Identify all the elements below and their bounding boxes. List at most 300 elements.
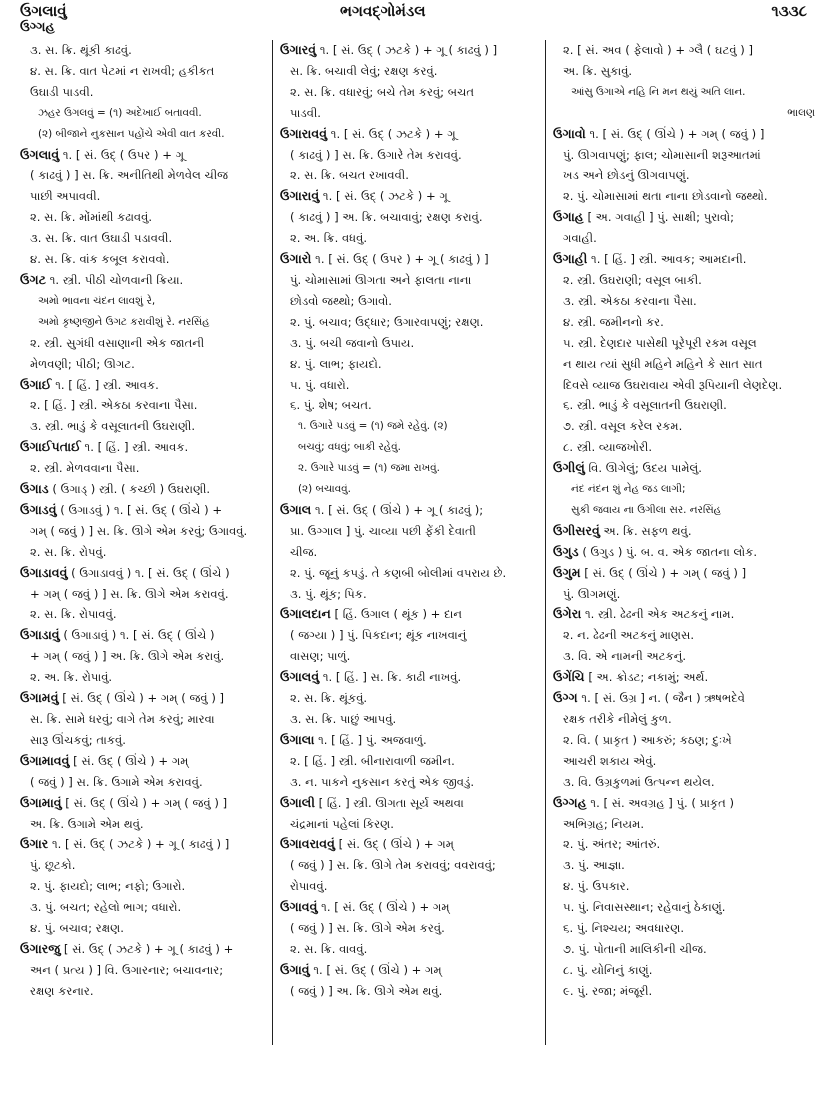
entry-text: ૨. સ. ક્રિ. વધારવું; બચે તેમ કરવું; બચત <box>290 84 475 99</box>
headword: ઉગાઈપતાઈ <box>20 439 81 455</box>
column-divider <box>545 40 546 1045</box>
entry-text: ૧. [ સં. ઉદ્ ( ઊંચે ) + ગમ્ ( જવું ) ] <box>585 126 765 141</box>
book-title: ભગવદ્ગોમંડલ <box>340 2 426 20</box>
definition-line <box>280 354 540 375</box>
definition-line <box>280 145 540 166</box>
entry-text: ૩. પું. બચી જવાનો ઉપાય. <box>290 335 415 350</box>
entry-text: ૯. પું. રજા; મંજૂરી. <box>563 983 653 998</box>
entry-text: ૨. ઉગારે પાડવું = (૧) જમા રાખવું. <box>298 462 440 475</box>
definition-line <box>280 312 540 333</box>
definition-line <box>553 584 815 605</box>
definition-line <box>553 186 815 207</box>
entry-text: ૧. [ હિં. ] સ્ત્રી. આવક. <box>80 440 189 455</box>
entry-text: ૩. ન. પાકને નુકસાન કરતું એક જીવડું. <box>290 774 475 789</box>
entry-text: સારૂ ઊંચકવું; તાકવું. <box>30 732 126 747</box>
entry-text: ( કાઢવું ) ] અ. ક્રિ. બચાવાવું; રક્ષણ કરાવું. <box>290 210 483 225</box>
definition-line <box>553 834 815 855</box>
entry-text: સુકી જવાય ના ઉગીલા સર. નરસિંહ <box>571 503 722 516</box>
entry-text: ૨. અ. ક્રિ. રોપાવું. <box>30 670 113 685</box>
entry-text: ૨. સ્ત્રી. મેળવવાના પૈસા. <box>30 461 140 476</box>
entry-text: નંદ નંદન શું નેહ જડ લાગી; <box>571 483 686 496</box>
definition-line <box>280 981 540 1002</box>
definition-line <box>20 228 280 249</box>
entry-text: ૪. પું. બચાવ; રક્ષણ. <box>30 921 124 936</box>
definition-line <box>280 625 540 646</box>
entry-headline <box>553 458 815 479</box>
entry-headline <box>553 542 815 563</box>
definition-line <box>553 876 815 897</box>
headword: ઉગામવું <box>20 690 59 706</box>
entry-text: ૩. સ. ક્રિ. થૂંકી કાઢવું. <box>30 43 132 57</box>
entry-headline <box>20 939 280 960</box>
definition-line <box>280 772 540 793</box>
definition-line <box>20 604 280 625</box>
definition-line <box>20 772 280 793</box>
entry-text: ( ઉગાડાવવું ) ૧. [ સં. ઉદ્ ( ઊંચે ) <box>67 565 230 580</box>
definition-line <box>553 61 815 82</box>
definition-line <box>280 939 540 960</box>
headword: ઉગાવવું <box>280 899 318 915</box>
entry-text: ૩. પું. આજ્ઞા. <box>563 858 625 873</box>
entry-text: સ. ક્રિ. બચાવી લેવું; રક્ષણ કરવું. <box>290 63 438 78</box>
entry-headline <box>280 186 540 207</box>
entry-text: ૧. ઉગારે પડવું = (૧) જમે રહેવું. (૨) <box>298 420 448 433</box>
entry-text: ૨. પું. અંતર; આંતરું. <box>563 837 661 852</box>
definition-line <box>20 709 280 730</box>
entry-text: ૫. સ્ત્રી. દેણદાર પાસેથી પૂરેપૂરી રકમ વસૂલ <box>563 335 757 350</box>
entry-text: + ગમ્ ( જવું ) ] સ. ક્રિ. ઊગે એમ કરાવવું. <box>30 586 229 601</box>
definition-line <box>280 855 540 876</box>
definition-line <box>280 291 540 312</box>
entry-text: આંસુ ઉગાએ નહિ નિ મન થયું અતિ લાન. <box>571 85 746 98</box>
entry-headline <box>280 124 540 145</box>
definition-line <box>280 270 540 291</box>
entry-headline <box>280 249 540 270</box>
entry-headline <box>280 897 540 918</box>
entry-text: ૧. [ સં. ઉદ્ ( ઊંચે ) + ગૂ ( કાઢવું ); <box>311 502 484 517</box>
entry-text: ૩. વિ. એ નામની અટકનું. <box>563 649 687 664</box>
entry-text: વિ. ઊગેલું; ઉદય પામેલું. <box>584 461 702 476</box>
headword: ઉગાડ <box>20 481 49 497</box>
definition-line <box>553 646 815 667</box>
headword: ઉગારજુ <box>20 940 61 956</box>
headword: ઉગાવું <box>280 961 310 977</box>
entry-text: પું. છૂટકો. <box>30 858 76 873</box>
definition-line <box>280 814 540 835</box>
entry-text: પું. ઊગમણું. <box>563 586 621 601</box>
entry-text: ૧. [ સં. ઉગ્ર ] ન. ( જૈન ) ઋષભદેવે <box>577 691 746 706</box>
headword: ઉગટ <box>20 271 47 287</box>
headword: ઉગાવરાવવું <box>280 836 335 852</box>
entry-text: અમો કૃષ્ણજીને ઉગટ કરાવીશું રે. નરસિંહ <box>38 315 210 328</box>
entry-text: દિવસે વ્યાજ ઉઘરાવાય એવી રૂપિયાની લેણદેણ. <box>563 377 783 392</box>
quotation-line <box>553 479 815 500</box>
definition-line <box>20 207 280 228</box>
entry-text: ૧. સ્ત્રી. પીઠી ચોળવાની ક્રિયા. <box>46 272 184 287</box>
entry-text: ભાલણ <box>787 106 815 119</box>
column-3 <box>553 40 815 1002</box>
entry-text: ૧. [ હિં. ] સ્ત્રી. આવક; આમદાની. <box>587 252 747 267</box>
entry-text: પાછી અપાવવી. <box>30 189 101 204</box>
definition-line <box>553 395 815 416</box>
entry-headline <box>20 625 280 646</box>
definition-line <box>553 437 815 458</box>
quotation-line <box>280 416 540 437</box>
entry-headline <box>553 563 815 584</box>
definition-line <box>20 981 280 1002</box>
entry-text: પું. ચોમાસામાં ઊગતા અને ફાલતા નાના <box>290 272 472 287</box>
headword: ઉગુમ <box>553 564 581 580</box>
definition-line <box>20 395 280 416</box>
entry-text: ૪. પું. લાભ; ફાયદો. <box>290 356 382 371</box>
quotation-line <box>280 458 540 479</box>
headword: ઉગાલ <box>280 501 312 517</box>
entry-text: [ અ. ક્રોડટ; નકામું; અર્થ. <box>584 670 709 685</box>
definition-line <box>20 855 280 876</box>
entry-text: રક્ષણ કરનાર. <box>30 983 94 998</box>
entry-text: રોપાવવું. <box>290 879 328 894</box>
entry-text: ૧. [ સં. ઉદ્ ( ઝટકે ) + ગૂ <box>319 189 448 204</box>
definition-line <box>553 165 815 186</box>
entry-text: ગમ્ ( જવું ) ] સ. ક્રિ. ઊગે એમ કરવું; ઉગાવવું. <box>30 523 248 538</box>
headword: ઉગામાવવું <box>20 752 70 768</box>
entry-text: ( જવું ) ] સ. ક્રિ. ઊગે તેમ કરાવવું; વવરાવવું; <box>290 858 496 873</box>
column-divider <box>272 40 273 1045</box>
entry-headline <box>20 479 280 500</box>
headword: ઉગીલું <box>553 460 585 476</box>
definition-line <box>553 855 815 876</box>
entry-headline <box>20 751 280 772</box>
quotation-line <box>20 291 280 312</box>
entry-text: ૧. [ સં. ઉદ્ ( ઝટકે ) + ગૂ ( કાઢવું ) ] <box>316 43 498 57</box>
definition-line <box>553 625 815 646</box>
entry-text: [ સં. ઉદ્ ( ઊંચે ) + ગમ્ <box>334 837 454 852</box>
headword: ઉગીસરવું <box>553 522 600 538</box>
definition-line <box>20 458 280 479</box>
entry-text: ૨. પું. ફાયદો; લાભ; નફો; ઉગારો. <box>30 879 186 894</box>
entry-text: [ હિં. ] સ્ત્રી. ઊગતા સૂર્ય અથવા <box>314 795 464 810</box>
definition-line <box>20 542 280 563</box>
headword: ઉગારાવવું <box>280 125 328 141</box>
page-header <box>0 2 825 24</box>
headword: ઉગામાવું <box>20 794 62 810</box>
entry-text: (૨) બચાવવું. <box>298 483 351 496</box>
headword: ઉગાલી <box>280 794 315 810</box>
entry-text: વાસણ; પાળું. <box>290 649 351 664</box>
entry-text: ( ઉગાડ્ ) સ્ત્રી. ( કચ્છી ) ઉઘરાણી. <box>48 482 211 497</box>
entry-text: સ. ક્રિ. સામે ધરવું; વાગે તેમ કરવું; મારવા <box>30 712 215 726</box>
entry-text: ગવાહી. <box>563 231 597 246</box>
entry-text: ( કાઢવું ) ] સ. ક્રિ. ઉગારે તેમ કરાવવું. <box>290 147 462 162</box>
quotation-line <box>280 479 540 500</box>
entry-text: [ સં. ઉદ્ ( ઊંચે ) + ગમ્ <box>69 753 189 768</box>
definition-line <box>553 897 815 918</box>
definition-line <box>553 312 815 333</box>
entry-headline <box>20 500 280 521</box>
entry-text: ૨. સ. ક્રિ. મોંમાંથી કઢાવવું. <box>30 210 153 225</box>
headword: ઉગાવો <box>553 125 586 141</box>
entry-text: ખડ અને છોડનું ઊગવાપણું. <box>563 168 690 183</box>
entry-text: આચરી શકાય એવું. <box>563 753 657 768</box>
entry-headline <box>20 793 280 814</box>
entry-text: અભિગ્રહ; નિયમ. <box>563 816 645 831</box>
definition-line <box>20 354 280 375</box>
definition-line <box>20 521 280 542</box>
headword: ઉગલાવું <box>20 146 60 162</box>
entry-headline <box>553 793 815 814</box>
definition-line <box>280 563 540 584</box>
definition-line <box>20 814 280 835</box>
page-number: ૧૩૩૮ <box>771 2 807 20</box>
entry-headline <box>280 667 540 688</box>
definition-line <box>553 772 815 793</box>
entry-text: ( જવું ) ] સ. ક્રિ. ઊગે એમ કરવું. <box>290 921 445 936</box>
column-2 <box>280 40 540 1002</box>
headword: ઉગુડ <box>553 543 579 559</box>
definition-line <box>20 40 280 61</box>
entry-headline <box>20 563 280 584</box>
definition-line <box>553 939 815 960</box>
headword: ઉગારો <box>280 251 312 267</box>
entry-text: + ગમ્ ( જવું ) ] અ. ક્રિ. ઊગે એમ કરાવું. <box>30 649 225 664</box>
entry-text: બચવું; વધવું; બાકી રહેવું. <box>298 441 401 454</box>
definition-line <box>280 82 540 103</box>
definition-line <box>553 751 815 772</box>
entry-text: છોડવો જથ્થો; ઉગાવો. <box>290 293 392 308</box>
headword: ઉગાડાવું <box>20 627 60 643</box>
headword: ઉગાડવું <box>20 501 57 517</box>
entry-text: અ. ક્રિ. સુકાવું. <box>563 63 633 78</box>
headword: ઉગાલદાન <box>280 606 331 622</box>
entry-text: ૨. સ. ક્રિ. રોપવું. <box>30 544 107 559</box>
headword: ઉગારવું <box>280 42 317 57</box>
entry-text: ઝહર ઉગલવું = (૧) અદેખાઈ બતાવવી. <box>38 106 202 119</box>
entry-text: ૩. વિ. ઉગ્રકુળમાં ઉત્પન્ન થયેલ. <box>563 774 715 789</box>
definition-line <box>280 876 540 897</box>
entry-text: ૮. પું. યોનિનું કાણું. <box>563 962 653 977</box>
definition-line <box>280 709 540 730</box>
entry-text: ૪. પું. ઉપકાર. <box>563 879 630 894</box>
headword: ઉગ્ગહ <box>553 794 587 810</box>
entry-text: ૨. સ્ત્રી. ઉઘરાણી; વસૂલ બાકી. <box>563 272 702 287</box>
entry-text: ૪. સ્ત્રી. જમીનનો કર. <box>563 314 664 329</box>
definition-line <box>280 333 540 354</box>
entry-text: ૩. સ્ત્રી. ભાડું કે વસૂલાતની ઉઘરાણી. <box>30 419 196 434</box>
entry-text: ૧. [ સં. ઉદ્ ( ઉપર ) + ગૂ ( કાઢવું ) ] <box>311 252 489 267</box>
definition-line <box>553 333 815 354</box>
headword: ઉગેંચિ <box>553 669 585 685</box>
quotation-line <box>20 312 280 333</box>
definition-line <box>553 918 815 939</box>
entry-text: ( ઉગુડ ) પું. બ. વ. એક જાતના લોક. <box>578 544 758 559</box>
definition-line <box>20 61 280 82</box>
definition-line <box>20 186 280 207</box>
quotation-line <box>280 437 540 458</box>
definition-line <box>280 207 540 228</box>
catchword: ઉગ્ગહ <box>20 20 55 35</box>
entry-headline <box>553 604 815 625</box>
entry-text: ૮. સ્ત્રી. વ્યાજખોરી. <box>563 440 653 455</box>
definition-line <box>280 165 540 186</box>
entry-text: ૨. સ. ક્રિ. રોપાવવું. <box>30 607 117 622</box>
entry-headline <box>553 124 815 145</box>
entry-text: ૨. સ. ક્રિ. વાવવું. <box>290 941 368 956</box>
entry-text: ૪. સ. ક્રિ. વાંક કબૂલ કરાવવો. <box>30 252 170 267</box>
definition-line <box>553 981 815 1002</box>
entry-headline <box>553 249 815 270</box>
definition-line <box>553 228 815 249</box>
entry-text: ( જવું ) ] અ. ક્રિ. ઊગે એમ થવું. <box>290 983 443 998</box>
entry-text: [ સં. ઉદ્ ( ઝટકે ) + ગૂ ( કાઢવું ) + <box>60 941 234 956</box>
entry-headline <box>553 207 815 228</box>
entry-text: ૨. સ. ક્રિ. બચત રખાવવી. <box>290 168 409 183</box>
entry-text: ( જગ્યા ) ] પું. પિકદાન; થૂંક નાખવાનું <box>290 628 467 643</box>
definition-line <box>553 145 815 166</box>
entry-text: ચંદ્રમાનાં પહેલાં કિરણ. <box>290 816 394 831</box>
definition-line <box>20 416 280 437</box>
entry-text: ૨. પું. જૂનું કપડું. તે કણબી બોલીમાં વપરાય છે. <box>290 565 507 580</box>
definition-line <box>20 165 280 186</box>
definition-line <box>280 228 540 249</box>
entry-text: ૬. સ્ત્રી. ભાડું કે વસૂલાતની ઉઘરાણી. <box>563 398 727 413</box>
entry-text: ૭. પું. પોતાની માલિકીની ચીજ. <box>563 941 707 956</box>
entry-text: પું. ઊગવાપણું; ફાલ; ચોમાસાની શરૂઆતમાં <box>563 147 761 162</box>
entry-headline <box>553 688 815 709</box>
entry-text: ૨. સ્ત્રી. સુગંધી વસાણાની એક જાતની <box>30 335 205 350</box>
headword: ઉગાહ <box>553 209 584 225</box>
entry-text: ૧. [ હિં. ] સ્ત્રી. આવક. <box>51 377 159 392</box>
entry-text: (૨) બીજાને નુકસાન પહોંચે એવી વાત કરવી. <box>38 127 225 140</box>
entry-text: ૨. [ હિં. ] સ્ત્રી. એકઠા કરવાના પૈસા. <box>30 398 198 413</box>
entry-text: ૩. પું. થૂંક; પિક. <box>290 586 367 601</box>
definition-line <box>553 416 815 437</box>
entry-text: પ્રા. ઉગ્ગાલ ] પું. ચાવ્યા પછી ફેંકી દેવાતી <box>290 523 476 538</box>
definition-line <box>280 103 540 124</box>
definition-line <box>280 751 540 772</box>
entry-text: ૨. અ. ક્રિ. વધવું. <box>290 231 368 246</box>
entry-headline <box>280 500 540 521</box>
quotation-author <box>553 103 815 124</box>
entry-text: ૩. સ. ક્રિ. વાત ઉઘાડી પડાવવી. <box>30 231 173 246</box>
definition-line <box>20 897 280 918</box>
definition-line <box>20 584 280 605</box>
entry-text: ( ઉગાડવું ) ૧. [ સં. ઉદ્ ( ઊંચે ) + <box>56 502 223 517</box>
entry-text: ૫. પું. વધારો. <box>290 377 350 392</box>
entry-text: [ સં. ઉદ્ ( ઊંચે ) + ગમ્ ( જવું ) ] <box>61 795 228 810</box>
entry-text: મેળવણી; પીઠી; ઊગટ. <box>30 356 135 371</box>
definition-line <box>553 730 815 751</box>
definition-line <box>553 40 815 61</box>
definition-line <box>280 688 540 709</box>
definition-line <box>280 646 540 667</box>
entry-text: ૧. [ હિં. ] સ. ક્રિ. કાઢી નાખવું. <box>319 670 462 685</box>
entry-headline <box>280 793 540 814</box>
entry-text: ૧. [ સં. ઉદ્ ( ઊંચે ) + ગમ્ <box>317 900 450 915</box>
entry-text: ૨. સ. ક્રિ. થૂંકવું. <box>290 691 368 706</box>
entry-text: અમો ભાવના ચંદન લાવશું રે, <box>38 294 156 307</box>
entry-headline <box>280 834 540 855</box>
entry-text: ૬. પું. શેષ; બચત. <box>290 398 372 413</box>
quotation-line <box>553 500 815 521</box>
entry-headline <box>280 960 540 981</box>
entry-text: ૧. [ સં. ઉદ્ ( ઝટકે ) + ગૂ ( કાઢવું ) ] <box>48 837 230 852</box>
entry-text: [ સં. ઉદ્ ( ઊંચે ) + ગમ્ ( જવું ) ] <box>58 691 225 706</box>
definition-line <box>553 291 815 312</box>
definition-line <box>20 82 280 103</box>
entry-text: [ સં. ઉદ્ ( ઊંચે ) + ગમ્ ( જવું ) ] <box>580 565 747 580</box>
quotation-line <box>20 103 280 124</box>
entry-text: ૩. સ. ક્રિ. પાછું આપવું. <box>290 712 397 726</box>
entry-text: ( કાઢવું ) ] સ. ક્રિ. અનીતિથી મેળવેલ ચીજ <box>30 168 229 183</box>
definition-line <box>553 375 815 396</box>
headword: ઉગ્ગ <box>553 690 578 706</box>
entry-text: રક્ષક તરીકે નીમેલું કુળ. <box>563 712 672 726</box>
quotation-line <box>20 124 280 145</box>
entry-headline <box>20 375 280 396</box>
entry-headline <box>553 667 815 688</box>
definition-line <box>20 730 280 751</box>
definition-line <box>20 249 280 270</box>
entry-text: ૪. સ. ક્રિ. વાત પેટમાં ન રાખવી; હકીકત <box>30 63 215 78</box>
entry-text: ૧. [ સં. ઉદ્ ( ઉપર ) + ગૂ <box>59 147 185 162</box>
quotation-line <box>553 82 815 103</box>
entry-text: ૫. પું. નિવાસસ્થાન; રહેવાનું ઠેકાણું. <box>563 900 726 915</box>
entry-text: ૧. [ સં. અવગ્રહ ] પું. ( પ્રાકૃત ) <box>586 795 735 810</box>
entry-text: ચીજ. <box>290 544 318 559</box>
entry-headline <box>280 40 540 61</box>
definition-line <box>20 646 280 667</box>
entry-text: ઉઘાડી પાડવી. <box>30 84 94 99</box>
headword: ઉગારાવું <box>280 188 320 204</box>
entry-text: ૨. પું. ચોમાસામાં થતા નાના છોડવાનો જથ્થો. <box>563 189 768 204</box>
definition-line <box>280 584 540 605</box>
definition-line <box>20 876 280 897</box>
column-1 <box>20 40 280 1002</box>
entry-text: અન ( પ્રત્ય ) ] વિ. ઉગારનાર; બચાવનાર; <box>30 962 224 977</box>
definition-line <box>553 960 815 981</box>
entry-text: પાડવી. <box>290 105 321 120</box>
entry-text: ૧. [ હિં. ] પું. અજવાળું. <box>314 732 427 747</box>
headword: ઉગાલા <box>280 731 315 747</box>
definition-line <box>553 270 815 291</box>
entry-text: ૨. ન. ઢેઢની અટકનું માણસ. <box>563 628 695 643</box>
headword: ઉગાહી <box>553 251 588 267</box>
definition-line <box>280 375 540 396</box>
entry-text: ૭. સ્ત્રી. વસૂલ કરેલ રકમ. <box>563 419 683 434</box>
entry-text: અ. ક્રિ. સફળ થવું. <box>599 523 692 538</box>
entry-text: ૨. [ હિં. ] સ્ત્રી. બીનારાવાળી જમીન. <box>290 753 455 768</box>
definition-line <box>553 814 815 835</box>
entry-text: [ અ. ગવાહી ] પું. સાક્ષી; પુરાવો; <box>583 210 735 225</box>
headword: ઉગાર <box>20 836 49 852</box>
headword: ઉગાડાવવું <box>20 564 68 580</box>
entry-text: ૩. પું. બચત; રહેલો ભાગ; વધારો. <box>30 900 182 915</box>
headword: ઉગાલવું <box>280 669 320 685</box>
entry-headline <box>20 688 280 709</box>
definition-line <box>20 918 280 939</box>
entry-text: ૨. [ સં. અવ ( ફેલાવો ) + ગ્લૈ ( ઘટવું ) ] <box>563 43 753 57</box>
entry-headline <box>553 521 815 542</box>
definition-line <box>20 667 280 688</box>
entry-text: ૧. [ સં. ઉદ્ ( ઝટકે ) + ગૂ <box>327 126 456 141</box>
entry-text: ૬. પું. નિશ્ચય; અવધારણ. <box>563 921 685 936</box>
entry-headline <box>20 270 280 291</box>
entry-text: ૧. [ સં. ઉદ્ ( ઊંચે ) + ગમ્ <box>309 962 442 977</box>
entry-headline <box>20 834 280 855</box>
definition-line <box>20 333 280 354</box>
entry-text: અ. ક્રિ. ઉગામે એમ થવું. <box>30 816 144 831</box>
entry-headline <box>280 604 540 625</box>
